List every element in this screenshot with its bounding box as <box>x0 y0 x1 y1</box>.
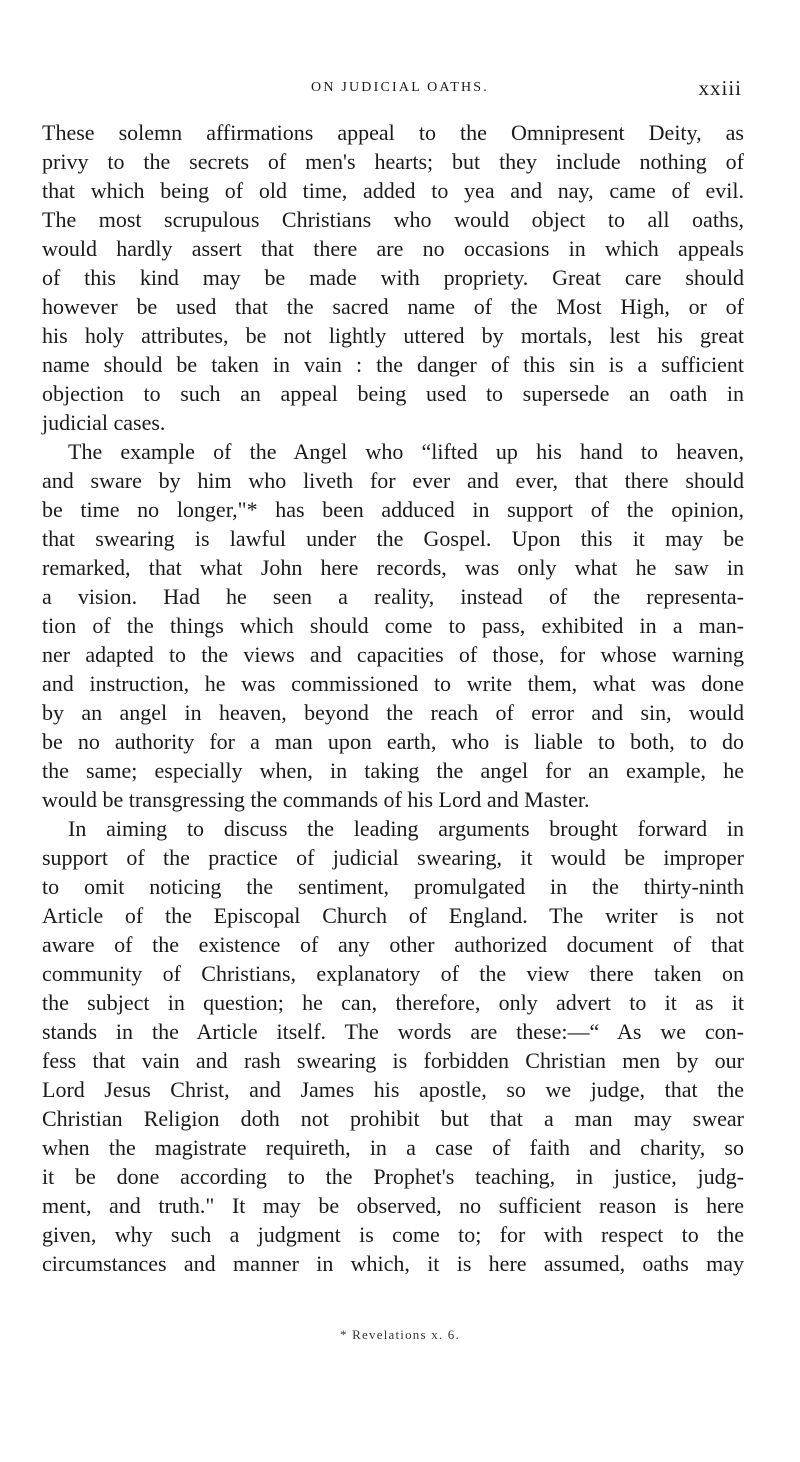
text-line: remarked, that what John here records, was only what he saw in <box>42 555 744 580</box>
text-line: These solemn affirmations appeal to the Omnipresent Deity, as <box>42 120 744 145</box>
text-line: circumstances and manner in which, it is here assumed, oaths may <box>42 1251 744 1276</box>
text-line: the subject in question; he can, therefore, only advert to it as it <box>42 990 744 1015</box>
running-head <box>0 76 800 102</box>
text-line: when the magistrate requireth, in a case of faith and charity, so <box>42 1135 744 1160</box>
text-line: privy to the secrets of men's hearts; but they include nothing of <box>42 149 744 174</box>
text-line: his holy attributes, be not lightly uttered by mortals, lest his great <box>42 323 744 348</box>
footnote: * Revelations x. 6. <box>340 1327 460 1342</box>
text-line: community of Christians, explanatory of the view there taken on <box>42 961 744 986</box>
text-line: and instruction, he was commissioned to write them, what was done <box>42 671 744 696</box>
text-line: and sware by him who liveth for ever and ever, that there should <box>42 468 744 493</box>
text-line: be no authority for a man upon earth, who is liable to both, to do <box>42 729 744 754</box>
text-line: aware of the existence of any other authorized document of that <box>42 932 744 957</box>
text-line: name should be taken in vain : the danger of this sin is a sufficient <box>42 352 744 377</box>
text-line: fess that vain and rash swearing is forbidden Christian men by our <box>42 1048 744 1073</box>
text-line: ner adapted to the views and capacities of those, for whose warning <box>42 642 744 667</box>
text-line: would hardly assert that there are no occasions in which appeals <box>42 236 744 261</box>
text-line: of this kind may be made with propriety. Great care should <box>42 265 744 290</box>
text-line: that which being of old time, added to yea and nay, came of evil. <box>42 178 744 203</box>
text-line: judicial cases. <box>42 410 166 435</box>
text-line: objection to such an appeal being used to supersede an oath in <box>42 381 744 406</box>
text-line: given, why such a judgment is come to; for with respect to the <box>42 1222 744 1247</box>
text-line: Article of the Episcopal Church of England. The writer is not <box>42 903 744 928</box>
text-line: however be used that the sacred name of the Most High, or of <box>42 294 744 319</box>
text-line: ment, and truth." It may be observed, no sufficient reason is here <box>42 1193 744 1218</box>
text-line: by an angel in heaven, beyond the reach of error and sin, would <box>42 700 744 725</box>
text-line: In aiming to discuss the leading arguments brought forward in <box>68 816 744 841</box>
text-line: to omit noticing the sentiment, promulgated in the thirty-ninth <box>42 874 744 899</box>
text-line: stands in the Article itself. The words are these:—“ As we con- <box>42 1019 744 1044</box>
page-number: xxiii <box>698 76 742 100</box>
text-line: tion of the things which should come to pass, exhibited in a man- <box>42 613 744 638</box>
text-line: it be done according to the Prophet's teaching, in justice, judg- <box>42 1164 744 1189</box>
text-line: Lord Jesus Christ, and James his apostle, so we judge, that the <box>42 1077 744 1102</box>
running-title: ON JUDICIAL OATHS. <box>311 80 489 95</box>
text-line: The most scrupulous Christians who would object to all oaths, <box>42 207 744 232</box>
text-line: the same; especially when, in taking the angel for an example, he <box>42 758 744 783</box>
text-line: that swearing is lawful under the Gospel. Upon this it may be <box>42 526 744 551</box>
text-line: support of the practice of judicial swearing, it would be improper <box>42 845 744 870</box>
body-text <box>42 118 744 1278</box>
text-line: Christian Religion doth not prohibit but that a man may swear <box>42 1106 744 1131</box>
text-line: would be transgressing the commands of his Lord and Master. <box>42 787 590 812</box>
text-line: a vision. Had he seen a reality, instead of the representa- <box>42 584 744 609</box>
text-line: The example of the Angel who “lifted up his hand to heaven, <box>68 439 744 464</box>
text-line: be time no longer,"* has been adduced in support of the opinion, <box>42 497 744 522</box>
